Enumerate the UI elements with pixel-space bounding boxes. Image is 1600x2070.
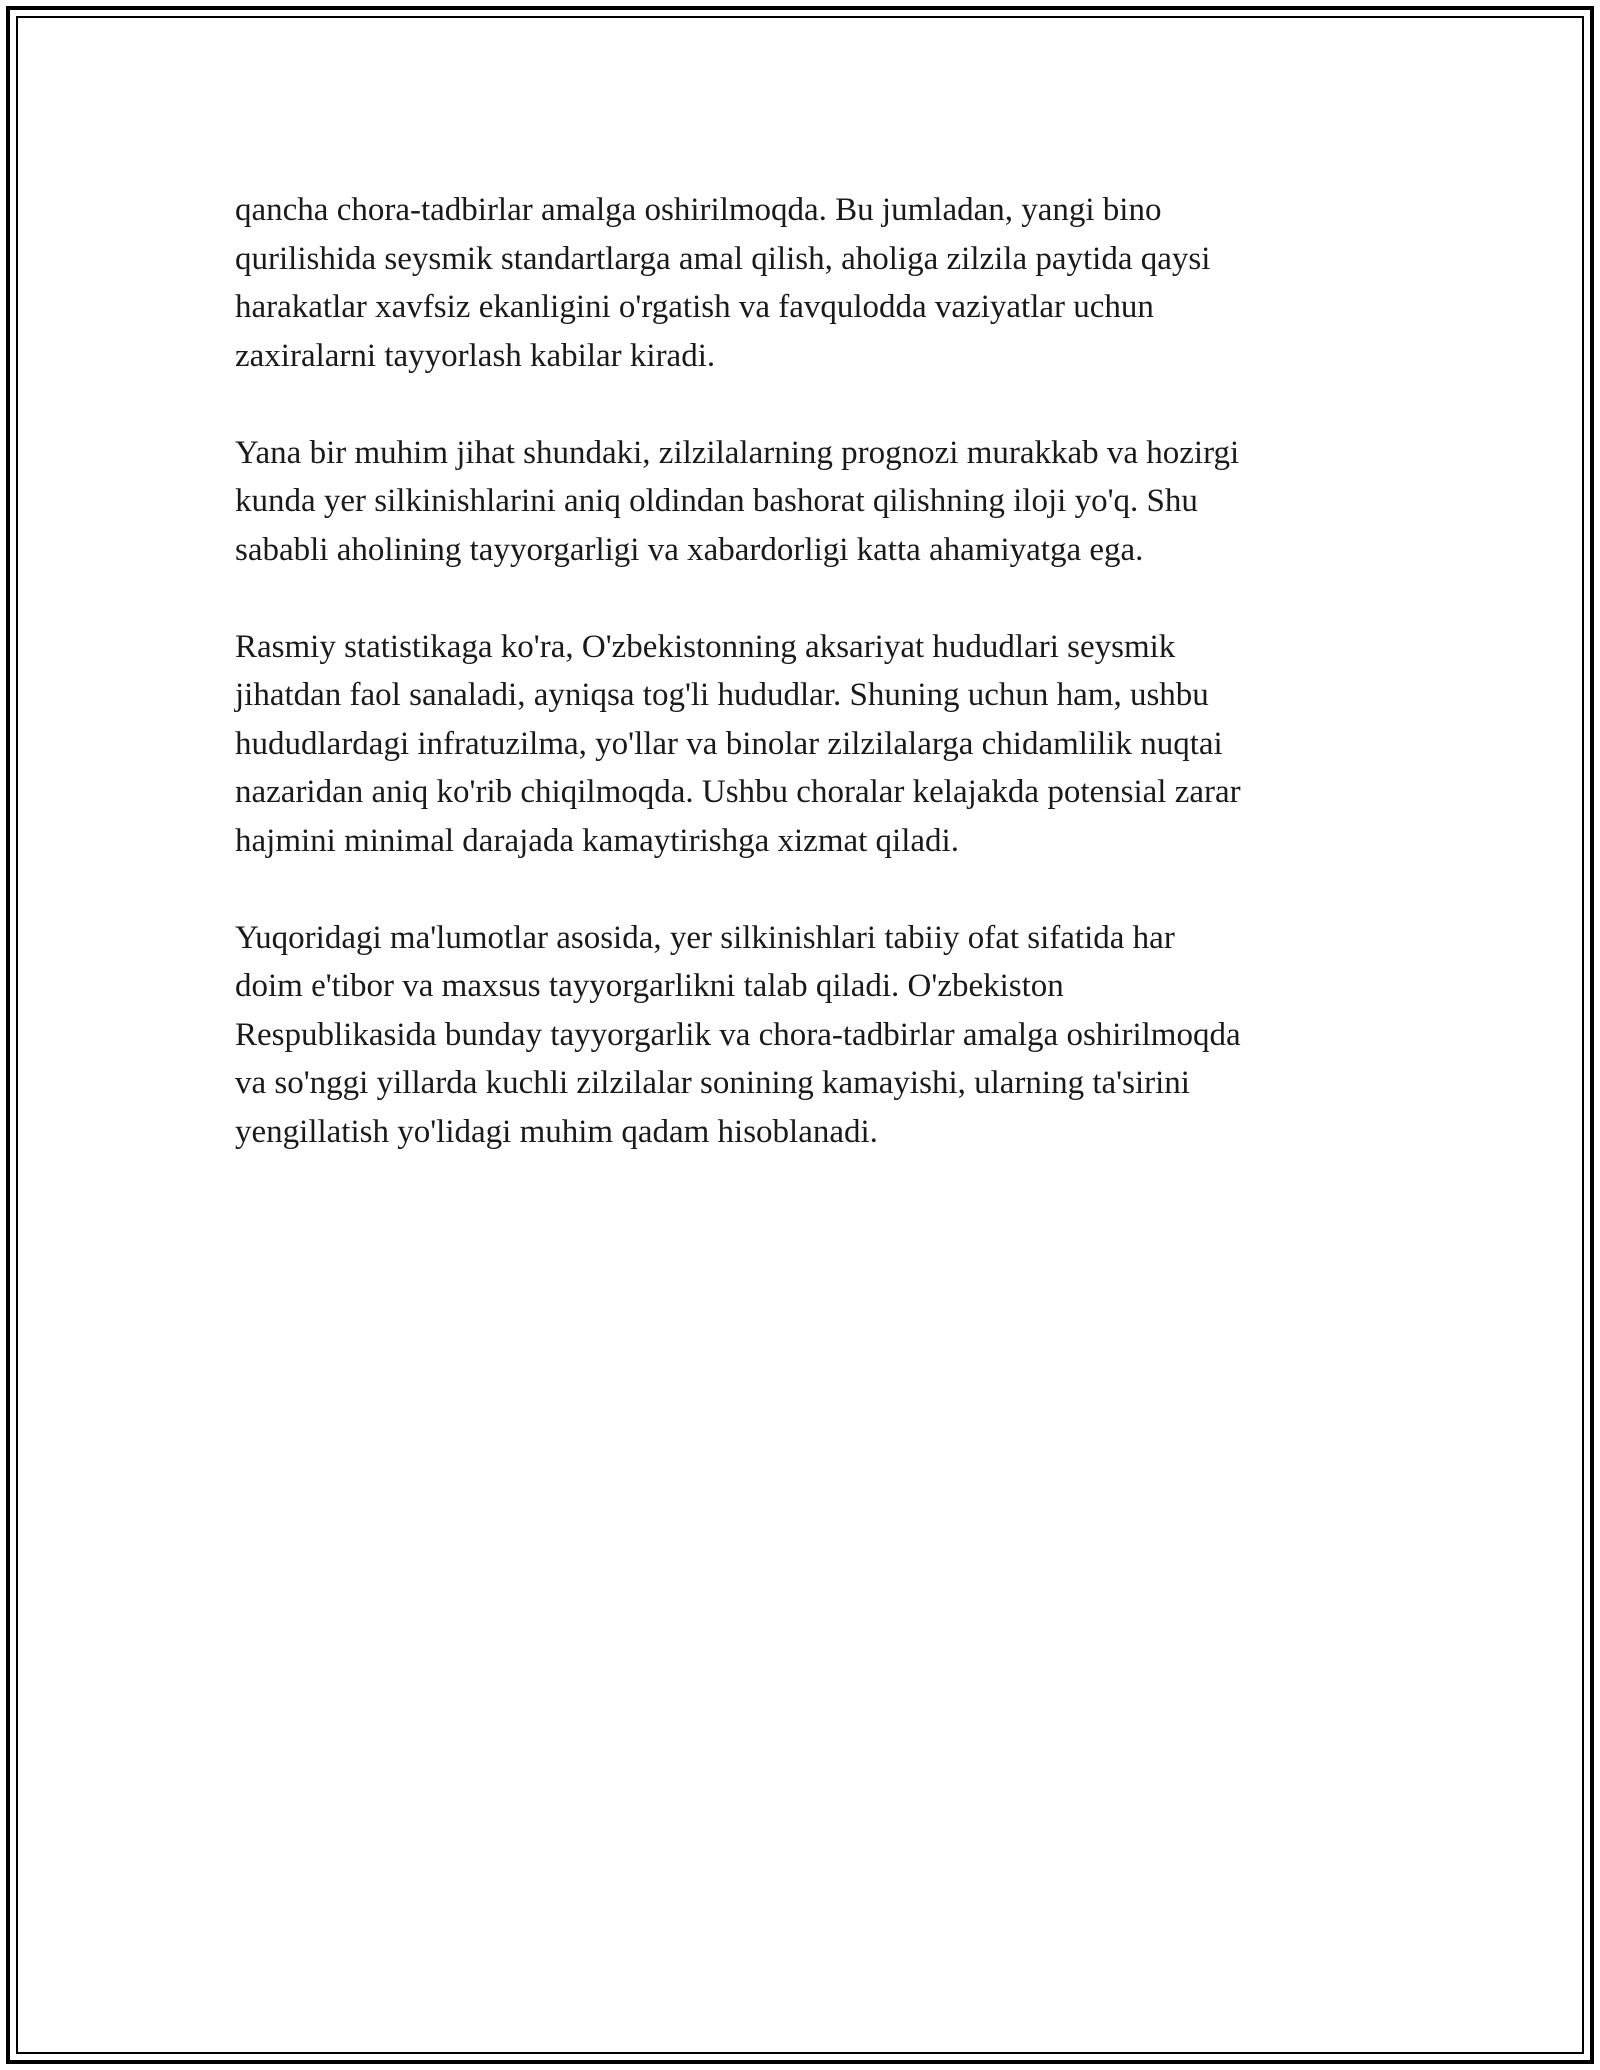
paragraph-2: Yana bir muhim jihat shundaki, zilzilalarning prognozi murakkab va hozirgi kunda yer silkinishlarini aniq oldindan bashorat qilishning iloji yo'q. Shu sababli aholining tayyorgarligi va xabardorligi katta ahamiyatga ega. <box>235 434 1240 568</box>
paragraph-1: qancha chora-tadbirlar amalga oshirilmoqda. Bu jumladan, yangi bino qurilishida seysmik standartlarga amal qilish, aholiga zilzila paytida qaysi harakatlar xavfsiz ekanligini o'rgatish va favqulodda vaziyatlar uchun zaxiralarni tayyorlash kabilar kiradi. <box>235 192 1211 374</box>
document-body <box>235 186 1385 1205</box>
paragraph-4: Yuqoridagi ma'lumotlar asosida, yer silkinishlari tabiiy ofat sifatida har doim e'tibor va maxsus tayyorgarlikni talab qiladi. O'zbekiston Respublikasida bunday tayyorgarlik va chora-tadbirlar amalga oshirilmoqda va so'nggi yillarda kuchli zilzilalar sonining kamayishi, ularning ta'sirini yengillatish yo'lidagi muhim qadam hisoblanadi. <box>235 919 1241 1150</box>
paragraph-3: Rasmiy statistikaga ko'ra, O'zbekistonning aksariyat hududlari seysmik jihatdan faol sanaladi, ayniqsa tog'li hududlar. Shuning uchun ham, ushbu hududlardagi infratuzilma, yo'llar va binolar zilzilalarga chidamlilik nuqtai nazaridan aniq ko'rib chiqilmoqda. Ushbu choralar kelajakda potensial zarar hajmini minimal darajada kamaytirishga xizmat qiladi. <box>235 628 1241 859</box>
